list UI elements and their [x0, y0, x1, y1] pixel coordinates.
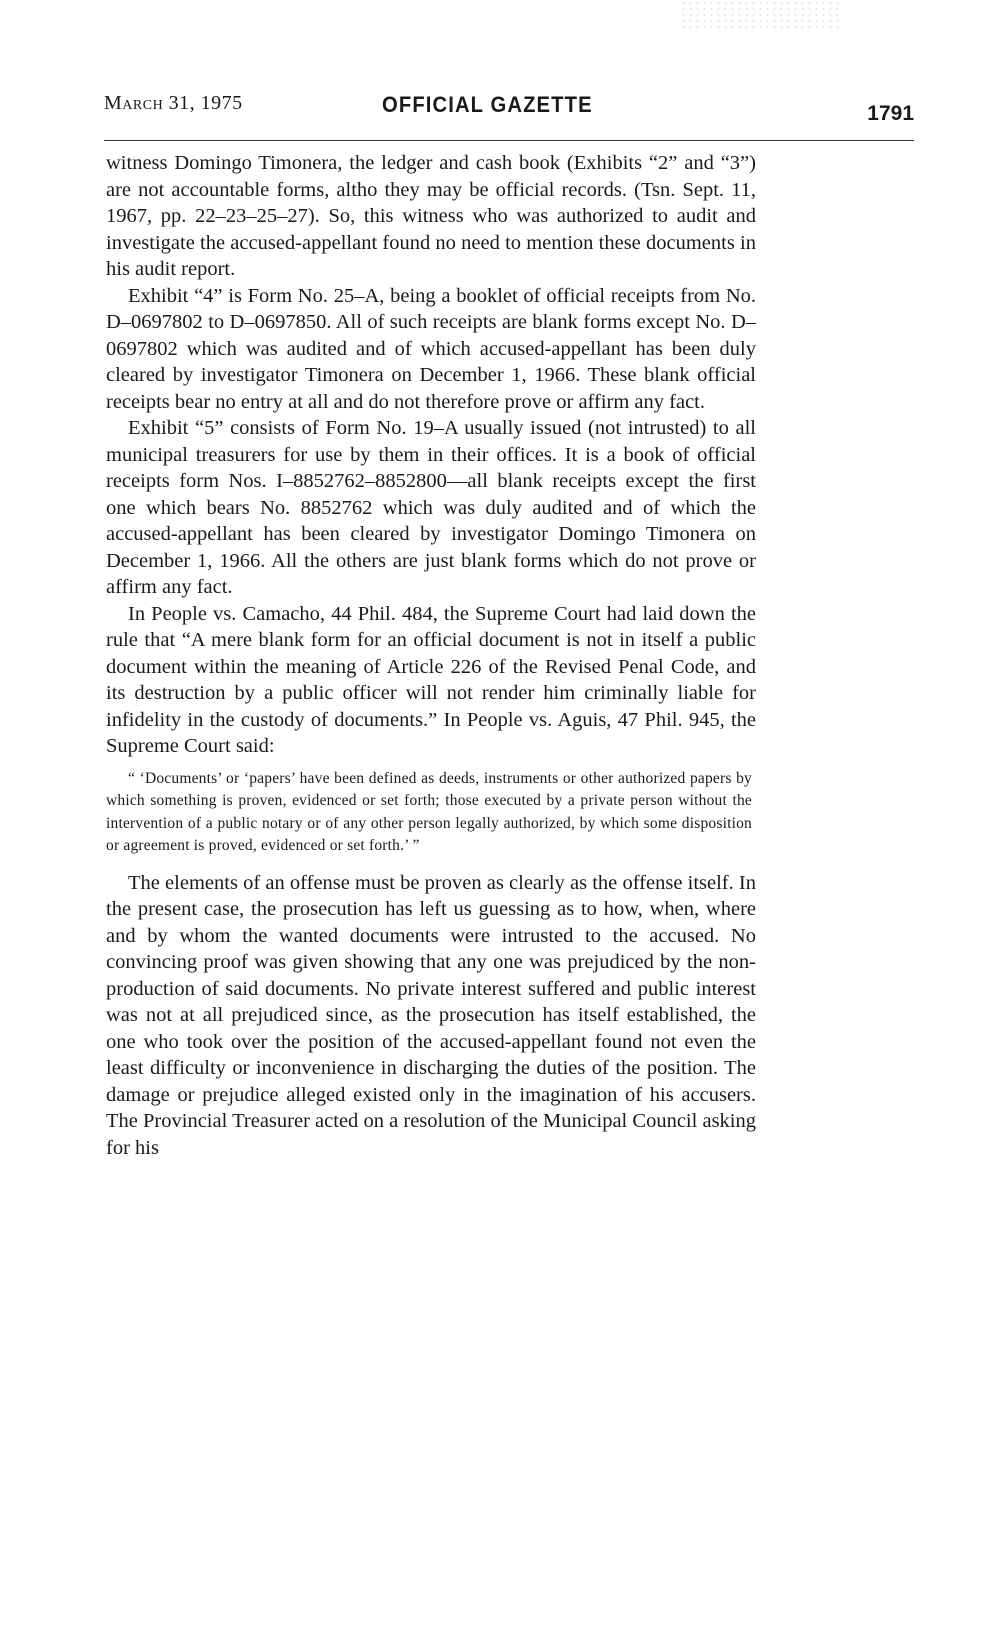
- scan-noise: [680, 0, 840, 30]
- paragraph: witness Domingo Timonera, the ledger and cash book (Exhibits “2” and “3”) are not accountable forms, altho they may be official records. (Tsn. Sept. 11, 1967, pp. 22–23–25–27). So, this witness who was authorized to audit and investigate the accused-appellant found no need to mention these documents in his audit report.: [106, 152, 756, 280]
- paragraph: Exhibit “5” consists of Form No. 19–A usually issued (not intrusted) to all municipal treasurers for use by them in their offices. It is a book of official receipts form Nos. I–8852762–8852800—all blank receipts except the first one which bears No. 8852762 which was duly audited and of which the accused-appellant has been cleared by investigator Domingo Timonera on December 1, 1966. All the others are just blank forms which do not prove or affirm any fact.: [106, 417, 756, 598]
- header-date: March 31, 1975: [104, 92, 243, 114]
- header-title: OFFICIAL GAZETTE: [382, 92, 593, 117]
- header-rule: [104, 140, 914, 141]
- page-header: [104, 88, 914, 128]
- paragraph: In People vs. Camacho, 44 Phil. 484, the Supreme Court had laid down the rule that “A mere blank form for an official document is not in itself a public document within the meaning of Article 226 of the Revised Penal Code, and its destruction by a public officer will not render him criminally liable for infidelity in the custody of documents.” In People vs. Aguis, 47 Phil. 945, the Supreme Court said:: [106, 602, 756, 757]
- body-text: [106, 150, 756, 1161]
- page-number: 1791: [867, 102, 914, 125]
- block-quote: “ ‘Documents’ or ‘papers’ have been defined as deeds, instruments or other authorized papers by which something is proven, evidenced or set forth; those executed by a private person without the intervention of a public notary or of any other person legally authorized, by which some disposition or agreement is proved, evidenced or set forth.’ ”: [106, 769, 752, 854]
- paragraph: The elements of an offense must be proven as clearly as the offense itself. In the present case, the prosecution has left us guessing as to how, when, where and by whom the wanted documents were intrusted to the accused. No convincing proof was given showing that any one was prejudiced by the non-production of said documents. No private interest suffered and public interest was not at all prejudiced since, as the prosecution has itself established, the one who took over the position of the accused-appellant found not even the least difficulty or inconvenience in discharging the duties of the position. The damage or prejudice alleged existed only in the imagination of his accusers. The Provincial Treasurer acted on a resolution of the Municipal Council asking for his: [106, 871, 756, 1159]
- paragraph: Exhibit “4” is Form No. 25–A, being a booklet of official receipts from No. D–0697802 to D–0697850. All of such receipts are blank forms except No. D–0697802 which was audited and of which accused-appellant has been duly cleared by investigator Timonera on December 1, 1966. These blank official receipts bear no entry at all and do not therefore prove or affirm any fact.: [106, 284, 756, 413]
